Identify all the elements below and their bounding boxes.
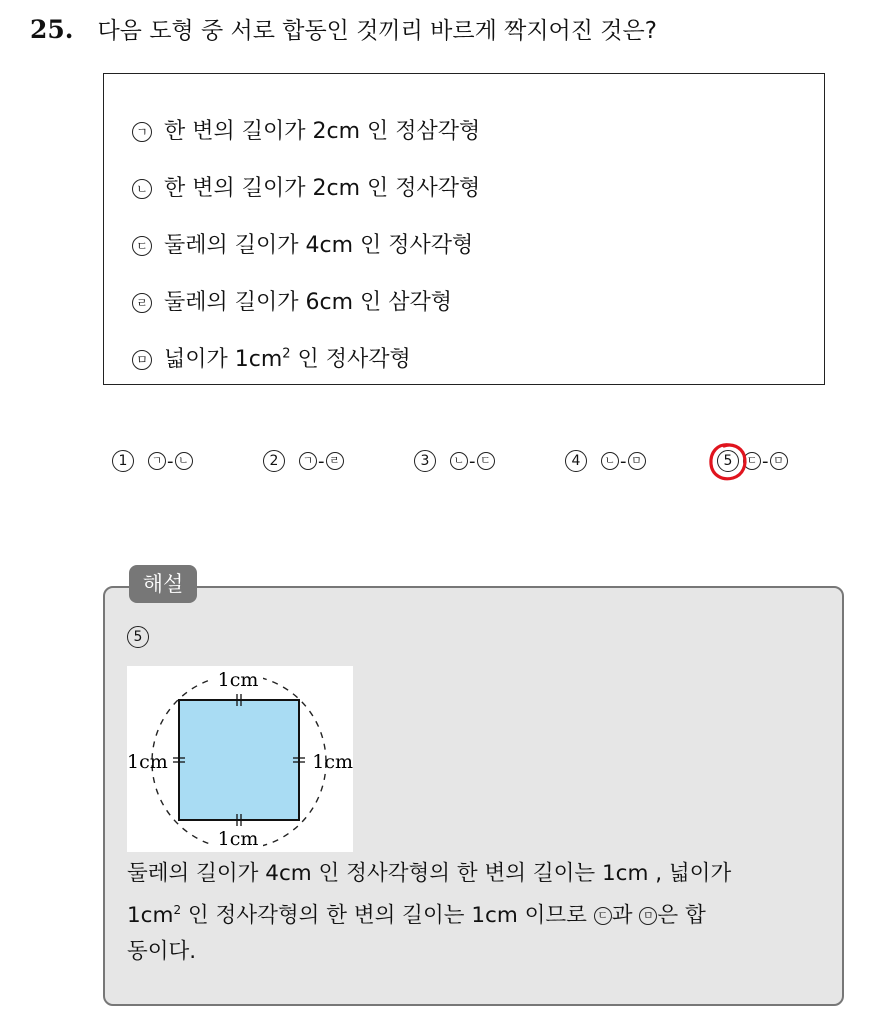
superscript: 2 (173, 903, 182, 917)
condition-item (132, 285, 452, 316)
condition-text: 한 변의 길이가 2cm 인 정사각형 (164, 176, 481, 201)
solution-mark: ㄷ (594, 907, 612, 925)
solution-line: 동이다. (127, 939, 197, 965)
condition-mark: ㄱ (132, 122, 152, 142)
condition-text: 둘레의 길이가 6cm 인 삼각형 (164, 290, 453, 315)
solution-fragment: 인 정사각형의 한 변의 길이는 1cm 이므로 (181, 903, 594, 929)
condition-text: 둘레의 길이가 4cm 인 정사각형 (164, 233, 474, 258)
choice-1[interactable] (112, 450, 193, 472)
choice-mark: ㅁ (770, 452, 788, 470)
choice-mark: ㄷ (477, 452, 495, 470)
condition-text: 한 변의 길이가 2cm 인 정삼각형 (164, 119, 481, 144)
label-right: 1cm (312, 751, 353, 773)
choice-pair: ㄴ - ㄷ (450, 451, 495, 472)
condition-mark: ㄷ (132, 236, 152, 256)
condition-text: 넓이가 1cm (164, 347, 283, 372)
choice-3[interactable] (414, 450, 495, 472)
choice-4[interactable] (565, 450, 646, 472)
label-top: 1cm (217, 669, 259, 691)
square-shape (179, 700, 299, 820)
label-bottom: 1cm (217, 828, 259, 850)
solution-box (103, 586, 844, 1006)
choice-pair: ㄱ - ㄴ (148, 451, 193, 472)
selected-answer-mark (706, 440, 750, 484)
condition-mark: ㄹ (132, 293, 152, 313)
label-left: 1cm (127, 751, 168, 773)
solution-line (127, 892, 827, 934)
choice-pair: ㄱ - ㄹ (299, 451, 344, 472)
choice-mark: ㄴ (601, 452, 619, 470)
solution-fragment: 은 합 (657, 903, 706, 929)
answer-choices (0, 450, 884, 484)
choice-mark: ㄴ (450, 452, 468, 470)
choice-index: 3 (414, 450, 436, 472)
choice-2[interactable] (263, 450, 344, 472)
choice-index: 4 (565, 450, 587, 472)
condition-text: 인 정사각형 (290, 347, 411, 372)
condition-item (132, 342, 411, 373)
square-circle-figure (127, 666, 353, 852)
question-text: 다음 도형 중 서로 합동인 것끼리 바르게 짝지어진 것은? (97, 18, 657, 44)
choice-mark: ㅁ (628, 452, 646, 470)
condition-item (132, 228, 473, 259)
solution-answer: 5 (127, 626, 149, 648)
solution-fragment: 1cm (127, 903, 174, 929)
choice-mark: ㄷ (743, 452, 761, 470)
choice-mark: ㄱ (299, 452, 317, 470)
condition-mark: ㄴ (132, 179, 152, 199)
choice-index: 1 (112, 450, 134, 472)
choice-mark: ㄹ (326, 452, 344, 470)
question-header (30, 12, 657, 45)
condition-item (132, 114, 480, 145)
solution-text (127, 856, 827, 970)
superscript: 2 (282, 346, 291, 362)
choice-index: 2 (263, 450, 285, 472)
choice-index: 5 (717, 450, 739, 472)
choice-mark: ㄱ (148, 452, 166, 470)
conditions-box (103, 73, 825, 385)
question-number: 25. (30, 15, 74, 44)
solution-tab: 해설 (129, 565, 197, 603)
condition-mark: ㅁ (132, 350, 152, 370)
choice-pair: ㄴ - ㅁ (601, 451, 646, 472)
condition-item (132, 171, 480, 202)
choice-mark: ㄴ (175, 452, 193, 470)
solution-fragment: 과 (611, 903, 640, 929)
solution-mark: ㅁ (639, 907, 657, 925)
solution-line: 둘레의 길이가 4cm 인 정사각형의 한 변의 길이는 1cm , 넓이가 (127, 861, 732, 886)
choice-pair: ㄷ - ㅁ (743, 451, 788, 472)
